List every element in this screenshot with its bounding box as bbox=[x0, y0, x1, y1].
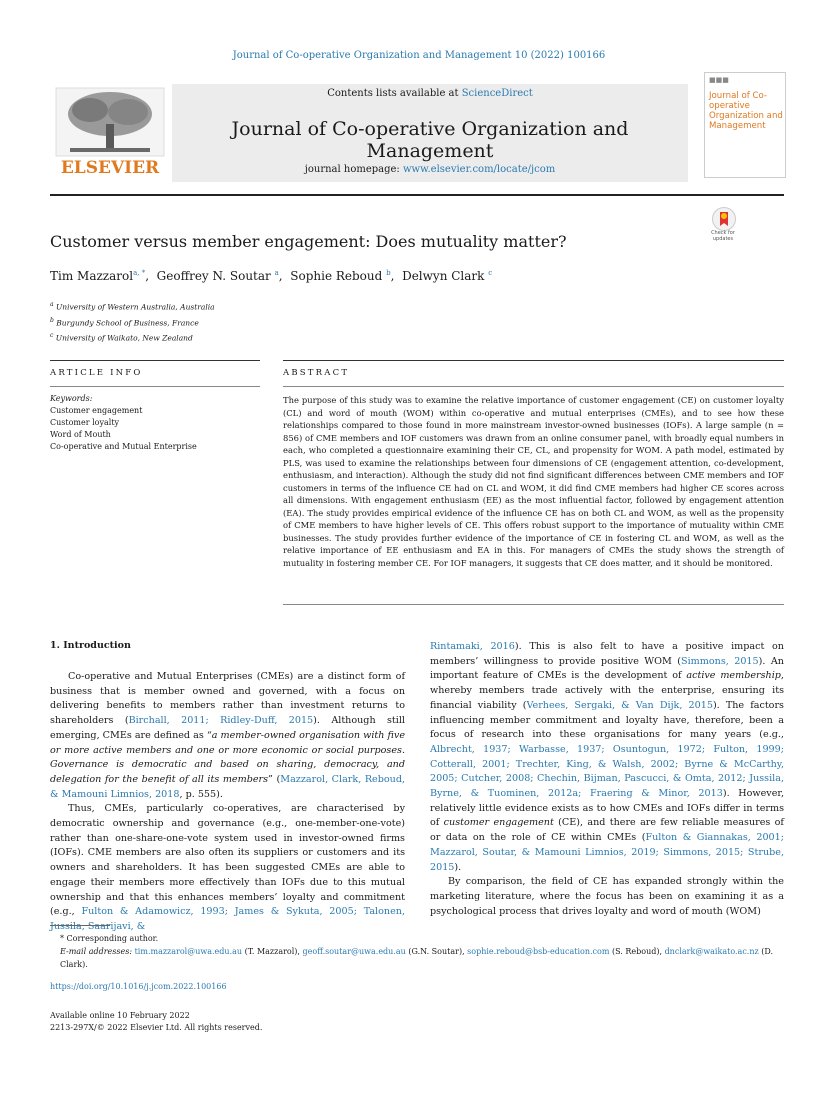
footnote-rule bbox=[50, 925, 110, 926]
author-name[interactable]: Delwyn Clark bbox=[402, 269, 485, 283]
abstract-heading: ABSTRACT bbox=[283, 368, 350, 378]
abstract-rule-end bbox=[283, 604, 784, 605]
email-link[interactable]: geoff.soutar@uwa.edu.au bbox=[302, 947, 406, 956]
abstract-rule-top bbox=[283, 360, 784, 361]
header-divider bbox=[50, 194, 784, 196]
available-online: Available online 10 February 2022 bbox=[50, 1011, 190, 1020]
body-column-right bbox=[430, 640, 784, 919]
email-link[interactable]: dnclark@waikato.ac.nz bbox=[664, 947, 759, 956]
author-affil-marker[interactable]: a, * bbox=[133, 269, 146, 277]
citation-link[interactable]: Simmons, 2015 bbox=[681, 655, 759, 667]
paragraph: Co-operative and Mutual Enterprises (CMEs) are a distinct form of business that is member owned and governed, with a focus on delivering benefits to members rather than investment returns to shareholders (Birchall, 2011; Ridley-Duff, 2015). Although still emerging, CMEs are defined as “a member-owned organisation with five or more active members and one or more economic or social purposes. Governance is democratic and based on sharing, democracy, and delegation for the benefit of all its members” (Mazzarol, Clark, Reboud, & Mamouni Limnios, 2018, p. 555). bbox=[50, 671, 406, 800]
author-list: Tim Mazzarol$^{a, *}$, Geoffrey N. Soutar $^a$, Sophie Reboud $^b$, Delwyn Clark $^c$ bbox=[50, 269, 493, 283]
publisher-wordmark: ELSEVIER bbox=[60, 158, 160, 178]
cover-title: Journal of Co-operative Organization and Management bbox=[709, 91, 783, 131]
doi-link[interactable]: https://doi.org/10.1016/j.jcom.2022.100166 bbox=[50, 982, 227, 991]
affiliation-item: $^c$ University of Waikato, New Zealand bbox=[50, 332, 193, 343]
affiliation-item: $^a$ University of Western Australia, Australia bbox=[50, 301, 215, 312]
author-name[interactable]: Tim Mazzarol bbox=[50, 269, 134, 283]
abstract-text: The purpose of this study was to examine the relative importance of customer engagement (CE) on customer loyalty (CL) and word of mouth (WOM) within co-operative and mutual enterprises (CMEs), and to see how these relationships compared to those found in more mainstream investor-owned businesses (IOFs). A large sample (n = 856) of CME members and IOF customers was drawn from an online consumer panel, with broadly equal numbers in each, who completed a questionnaire examining their CE, CL, and propensity for WOM. A path model, estimated by PLS, was used to examine the relationships between four dimensions of CE (engagement attention, co-development, enthusiasm, and interaction). Although the study did not find significant differences between CME members and IOF customers in terms of the influence CE had on CL and WOM, it did find CME members had higher CE scores across all dimensions. With engagement enthusiasm (EE) as the most influential factor, followed by engagement attention (EA). The study provides empirical evidence of the influence CE has on both CL and WOM, as well as the propensity of CME members to have higher levels of CE. This offers robust support to the importance of mutuality within CME businesses. The study provides further evidence of the importance of CE in fostering CL and WOM, as well as the relative importance of EE enthusiasm and EA in this. For managers of CMEs the study shows the strength of mutuality in fostering member CE. For IOF managers, it suggests that CE does matter, and it should be monitored. bbox=[283, 395, 784, 568]
elsevier-logo[interactable] bbox=[50, 84, 170, 182]
section-heading: 1. Introduction bbox=[50, 640, 131, 651]
citation-link[interactable]: Mazzarol, Clark, Reboud, & Mamouni Limnios, 2018 bbox=[50, 773, 406, 800]
keyword-item[interactable]: Word of Mouth bbox=[50, 430, 111, 439]
contents-line: Contents lists available at ScienceDirect bbox=[327, 88, 533, 99]
paragraph: Thus, CMEs, particularly co-operatives, are characterised by democratic ownership and governance (e.g., one-member-one-vote) rather than one-share-one-vote system used in investor-owned firms (IOFs). CME members are also often its suppliers or customers and its owners and shareholders. It has been suggested CMEs are able to engage their members more effectively than IOFs due to this mutual ownership and that this enhances members’ loyalty and commitment (e.g., Fulton & Adamowicz, 1993; James & Sykuta, 2005; Talonen, Jussila, Saarijavi, & bbox=[50, 803, 405, 932]
paragraph: Rintamaki, 2016). This is also felt to have a positive impact on members’ willingness to provide positive WOM (Simmons, 2015). An important feature of CMEs is the development of active membership, whereby members trade actively with the enterprise, ensuring its financial viability (Verhees, Sergaki, & Van Dijk, 2015). The factors influencing member commitment and loyalty have, therefore, been a focus of research into these organisations for many years (e.g., Albrecht, 1937; Warbasse, 1937; Osuntogun, 1972; Fulton, 1999; Cotterall, 2001; Trechter, King, & Walsh, 2002; Byrne & McCarthy, 2005; Cutcher, 2008; Chechin, Bijman, Pascucci, & Omta, 2012; Jussila, Byrne, & Tuominen, 2012a; Fraering & Minor, 2013). However, relatively little evidence exists as to how CMEs and IOFs differ in terms of customer engagement (CE), and there are few reliable measures of or data on the role of CE within CMEs (Fulton & Giannakas, 2001; Mazzarol, Soutar, & Mamouni Limnios, 2019; Simmons, 2015; Strube, 2015). bbox=[430, 641, 784, 873]
keyword-item[interactable]: Customer loyalty bbox=[50, 418, 120, 427]
badge-label: Check for updates bbox=[711, 230, 735, 242]
author-affil-marker[interactable]: c bbox=[488, 269, 493, 277]
citation-link[interactable]: Albrecht, 1937; Warbasse, 1937; Osuntogun, 1972; Fulton, 1999; Cotterall, 2001; Trechter, King, & Walsh, 2002; Byrne & McCarthy, 2005; Cutcher, 2008; Chechin, Bijman, Pascucci, & Omta, 2012; Jussila, Byrne, & Tuominen, 2012a; Fraering & Minor, 2013 bbox=[430, 743, 784, 800]
author-affil-marker[interactable]: a bbox=[274, 269, 279, 277]
footnotes bbox=[50, 932, 784, 971]
author-name[interactable]: Sophie Reboud bbox=[290, 269, 383, 283]
bookmark-icon bbox=[712, 207, 736, 231]
citation-link[interactable]: Rintamaki, 2016 bbox=[430, 641, 515, 652]
paragraph: By comparison, the field of CE has expanded strongly within the marketing literature, where the focus has been on examining it as a psychological process that drives loyalty and word of mouth (WOM) bbox=[430, 876, 784, 917]
email-link[interactable]: tim.mazzarol@uwa.edu.au bbox=[134, 947, 243, 956]
citation-link[interactable]: Fulton & Giannakas, 2001; Mazzarol, Soutar, & Mamouni Limnios, 2019; Simmons, 2015; Strube, 2015 bbox=[430, 832, 784, 873]
body-column-left bbox=[50, 670, 405, 935]
corresponding-author-note: * Corresponding author. bbox=[60, 934, 159, 943]
availability bbox=[50, 1010, 262, 1034]
sciencedirect-link[interactable]: ScienceDirect bbox=[461, 88, 533, 99]
article-title: Customer versus member engagement: Does mutuality matter? bbox=[50, 232, 567, 251]
affiliations bbox=[50, 298, 215, 345]
article-info-heading: ARTICLE INFO bbox=[50, 368, 143, 378]
masthead bbox=[50, 84, 690, 182]
citation-link[interactable]: Fulton & Adamowicz, 1993; James & Sykuta, 2005; Talonen, Jussila, Saarijavi, & bbox=[50, 906, 405, 932]
article-info-rule-bottom bbox=[50, 386, 260, 387]
citation-link[interactable]: Birchall, 2011; Ridley-Duff, 2015 bbox=[128, 715, 314, 727]
author-name[interactable]: Geoffrey N. Soutar bbox=[156, 269, 271, 283]
abstract-rule-bottom bbox=[283, 386, 784, 387]
citation-link[interactable]: Verhees, Sergaki, & Van Dijk, 2015 bbox=[526, 699, 713, 711]
journal-cover-thumbnail[interactable] bbox=[704, 72, 786, 178]
affiliation-item: $^b$ Burgundy School of Business, France bbox=[50, 316, 199, 327]
keywords-label: Keywords: bbox=[50, 394, 93, 403]
journal-reference[interactable]: Journal of Co-operative Organization and Management 10 (2022) 100166 bbox=[232, 50, 606, 61]
article-info-rule-top bbox=[50, 360, 260, 361]
copyright-line: 2213-297X/© 2022 Elsevier Ltd. All rights reserved. bbox=[50, 1023, 263, 1032]
keyword-item[interactable]: Customer engagement bbox=[50, 406, 143, 415]
keyword-item[interactable]: Co-operative and Mutual Enterprise bbox=[50, 442, 197, 451]
email-link[interactable]: sophie.reboud@bsb-education.com bbox=[467, 947, 610, 956]
keywords-block bbox=[50, 393, 260, 453]
check-for-updates-badge[interactable] bbox=[704, 205, 742, 245]
journal-title: Journal of Co-operative Organization and Management bbox=[231, 118, 629, 162]
email-addresses: E-mail addresses: tim.mazzarol@uwa.edu.au (T. Mazzarol), geoff.soutar@uwa.edu.au (G.N. Soutar), sophie.reboud@bsb-education.com (S. Reboud), dnclark@waikato.ac.nz (D. Clark). bbox=[60, 947, 774, 969]
homepage-line: journal homepage: www.elsevier.com/locate/jcom bbox=[304, 164, 556, 175]
author-affil-marker[interactable]: b bbox=[386, 269, 391, 277]
homepage-link[interactable]: www.elsevier.com/locate/jcom bbox=[402, 164, 556, 175]
cover-logo-icon: ■■■ bbox=[709, 76, 729, 84]
